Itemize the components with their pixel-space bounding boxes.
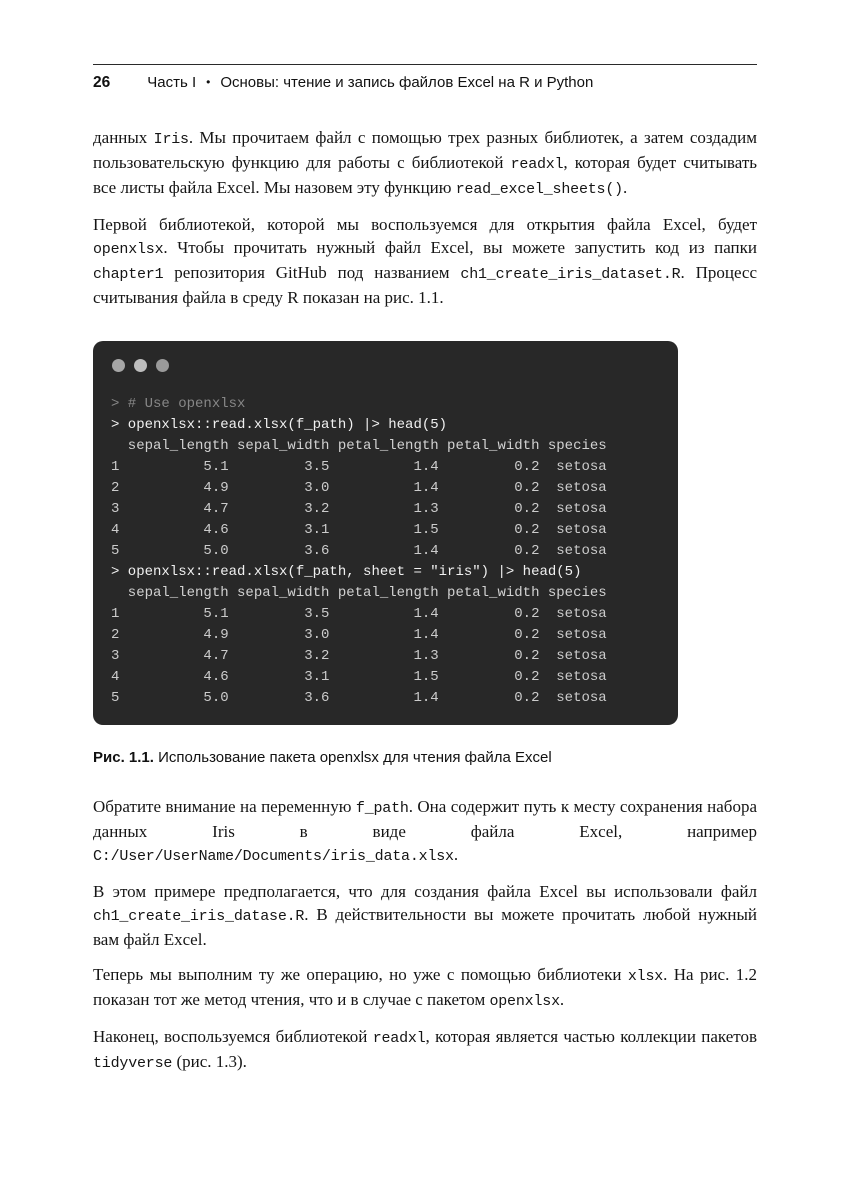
paragraph-example [93, 880, 757, 951]
paragraph-fpath [93, 795, 757, 868]
terminal-line: > openxlsx::read.xlsx(f_path, sheet = "iris") |> head(5) [111, 564, 582, 580]
terminal-line: 4 4.6 3.1 1.5 0.2 setosa [111, 669, 607, 685]
text-segment: . [622, 178, 628, 197]
paragraph-xlsx [93, 963, 757, 1013]
running-head [93, 64, 757, 92]
terminal-line: 2 4.9 3.0 1.4 0.2 setosa [111, 480, 607, 496]
inline-code: chapter1 [93, 266, 164, 283]
terminal-line: 5 5.0 3.6 1.4 0.2 setosa [111, 690, 607, 706]
caption-label: Рис. 1.1. [93, 749, 154, 766]
inline-code: C:/User/UserName/Documents/iris_data.xlsx [93, 848, 454, 865]
terminal-output [93, 394, 678, 709]
chapter-title: Основы: чтение и запись файлов Excel на R и Python [220, 74, 594, 91]
terminal-line: sepal_length sepal_width petal_length petal_width species [111, 438, 607, 454]
inline-code: ch1_create_iris_dataset.R [460, 266, 681, 283]
figure-caption [93, 746, 757, 769]
terminal-line: 2 4.9 3.0 1.4 0.2 setosa [111, 627, 607, 643]
inline-code: openxlsx [489, 993, 560, 1010]
inline-code: f_path [355, 800, 409, 817]
terminal-line: sepal_length sepal_width petal_length petal_width species [111, 585, 607, 601]
inline-code: openxlsx [93, 241, 164, 258]
caption-text: Использование пакета openxlsx для чтения файла Excel [153, 749, 552, 766]
terminal-line: 1 5.1 3.5 1.4 0.2 setosa [111, 459, 607, 475]
terminal-line: > openxlsx::read.xlsx(f_path) |> head(5) [111, 417, 448, 433]
window-controls [93, 355, 678, 372]
inline-code: Iris [153, 131, 189, 148]
text-segment: Первой библиотекой, которой мы воспользуемся для открытия файла Excel, будет [93, 215, 757, 234]
text-segment: репозитория GitHub под названием [163, 263, 461, 282]
figure-1-1 [93, 341, 757, 769]
text-segment: Обратите внимание на переменную [93, 797, 356, 816]
inline-code: read_excel_sheets() [455, 181, 623, 198]
separator-bullet: • [206, 75, 211, 89]
inline-code: readxl [510, 156, 564, 173]
text-segment: Наконец, воспользуемся библиотекой [93, 1027, 373, 1046]
text-segment: . [559, 990, 565, 1009]
window-close-icon [112, 359, 125, 372]
text-segment: . Она содержит путь к месту сохранения набора данных Iris в виде файла Excel, например [93, 797, 757, 841]
terminal-line: 5 5.0 3.6 1.4 0.2 setosa [111, 543, 607, 559]
text-segment: . На рис. 1.2 показан тот же метод чтения, что и в случае с пакетом [93, 965, 757, 1009]
terminal-line: 3 4.7 3.2 1.3 0.2 setosa [111, 501, 607, 517]
terminal-line: 3 4.7 3.2 1.3 0.2 setosa [111, 648, 607, 664]
part-label: Часть I [147, 74, 197, 91]
inline-code: xlsx [627, 968, 664, 985]
window-minimize-icon [134, 359, 147, 372]
text-segment: (рис. 1.3). [172, 1052, 247, 1071]
terminal-line: 4 4.6 3.1 1.5 0.2 setosa [111, 522, 607, 538]
text-segment: В этом примере предполагается, что для создания файла Excel вы использовали файл [93, 882, 757, 901]
paragraph-readxl [93, 1025, 757, 1075]
paragraph-openxlsx [93, 213, 757, 309]
terminal-line: > # Use openxlsx [111, 396, 246, 412]
text-segment: , которая является частью коллекции пакетов [425, 1027, 757, 1046]
text-segment: . Процесс считывания файла в среду R показан на рис. 1.1. [93, 263, 758, 307]
text-segment: . В действительности вы можете прочитать любой нужный вам файл Excel. [93, 905, 757, 949]
text-segment: . Чтобы прочитать нужный файл Excel, вы можете запустить код из папки [163, 238, 757, 257]
text-segment: , которая будет считывать все листы файла Excel. Мы назовем эту функцию [93, 153, 758, 197]
text-segment: данных [93, 128, 154, 147]
text-segment: . Мы прочитаем файл с помощью трех разных библиотек, а затем создадим пользовательскую функцию для работы с библиотекой [93, 128, 757, 172]
text-segment: Теперь мы выполним ту же операцию, но уже с помощью библиотеки [93, 965, 628, 984]
page-number: 26 [93, 74, 111, 91]
inline-code: readxl [372, 1030, 426, 1047]
terminal-window [93, 341, 678, 725]
paragraph-intro [93, 126, 757, 201]
text-segment: . [453, 845, 459, 864]
inline-code: ch1_create_iris_datase.R [93, 908, 305, 925]
window-maximize-icon [156, 359, 169, 372]
inline-code: tidyverse [93, 1055, 173, 1072]
terminal-line: 1 5.1 3.5 1.4 0.2 setosa [111, 606, 607, 622]
body-text [93, 126, 757, 1075]
